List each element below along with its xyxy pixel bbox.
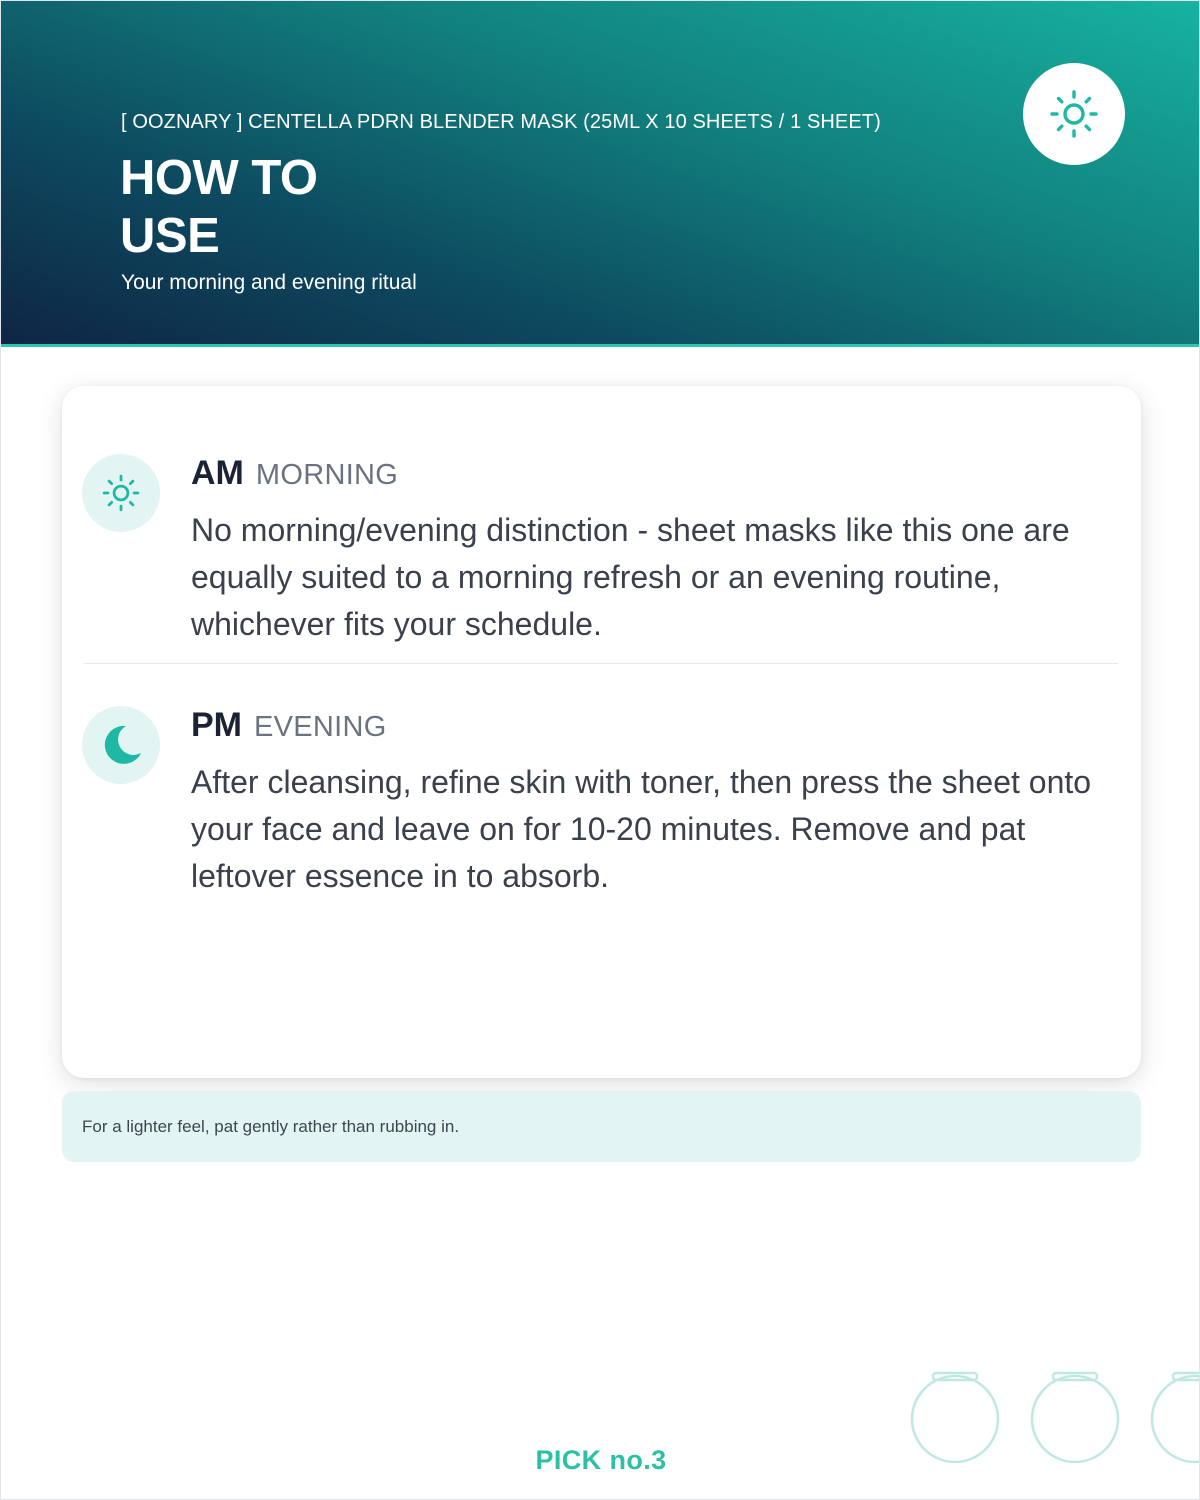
routine-divider bbox=[84, 663, 1118, 664]
header-sun-badge bbox=[1023, 63, 1125, 165]
header-banner bbox=[1, 1, 1200, 347]
pm-instructions: After cleansing, refine skin with toner, then press the sheet onto your face and leave on for 10-20 minutes. Remove and pat leftover essence in to absorb. bbox=[191, 764, 1092, 894]
am-heading bbox=[191, 454, 398, 494]
am-code: AM bbox=[191, 454, 244, 492]
page-title-line-1: HOW TO bbox=[120, 151, 318, 205]
pm-icon-badge bbox=[82, 706, 160, 784]
am-instructions: No morning/evening distinction - sheet masks like this one are equally suited to a morning refresh or an evening routine, whichever fits your schedule. bbox=[191, 512, 1070, 642]
routine-card bbox=[62, 386, 1141, 1078]
pm-name: EVENING bbox=[254, 711, 387, 743]
sun-icon bbox=[1044, 84, 1104, 144]
am-icon-badge bbox=[82, 454, 160, 532]
am-name: MORNING bbox=[255, 459, 399, 491]
product-name: [ OOZNARY ] CENTELLA PDRN BLENDER MASK (25ML X 10 SHEETS / 1 SHEET) bbox=[121, 111, 881, 133]
pick-number-label: PICK no.3 bbox=[535, 1445, 667, 1475]
pm-heading bbox=[191, 706, 387, 746]
page-title-line-2: USE bbox=[120, 209, 220, 263]
pm-code: PM bbox=[191, 706, 242, 744]
sun-icon bbox=[98, 470, 144, 516]
page-subtitle: Your morning and evening ritual bbox=[121, 271, 417, 294]
tip-note: For a lighter feel, pat gently rather than rubbing in. bbox=[62, 1091, 1141, 1162]
page-title bbox=[120, 149, 620, 265]
moon-icon bbox=[96, 720, 146, 770]
